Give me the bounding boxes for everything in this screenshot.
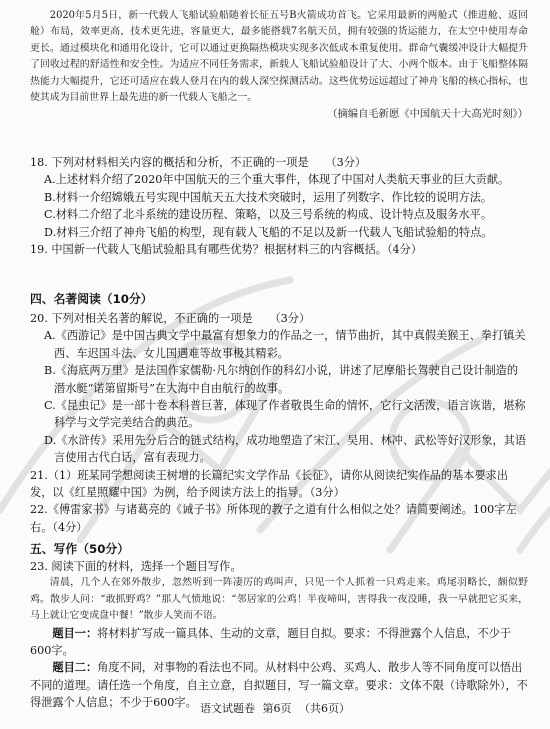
page-footer bbox=[0, 700, 550, 716]
q18-option-c: C.材料二介绍了北斗系统的建设历程、策略，以及三号系统的构成、设计特点及服务水平。 bbox=[44, 208, 493, 222]
footer-subject: 语文试题卷 bbox=[200, 702, 255, 715]
topic-1-label: 题目一： bbox=[52, 625, 98, 640]
q20-option-a: A.《西游记》是中国古典文学中最富有想象力的作品之一，情节曲折，其中真假美猴王、拳打镇关西、车迟国斗法、女儿国遇难等故事极其精彩。 bbox=[44, 329, 526, 360]
q18-option-a: A.上述材料介绍了2020年中国航天的三个重大事件，体现了中国对人类航天事业的巨大贡献。 bbox=[44, 173, 510, 187]
writing-material: 清晨，几个人在郊外散步，忽然听到一阵凄厉的鸡叫声，只见一个人抓着一只鸡走来。鸡尾羽略长，颇似野鸡。散步人问：“敢抓野鸡？”那人气愤地说：“邻居家的公鸡！半夜啼叫，害得我一夜没睡，我一早就把它买来，马上就让它变成盘中餐！”散步人笑而不语。 bbox=[30, 577, 528, 622]
q18-stem: 18. 下列对材料相关内容的概括和分析，不正确的一项是 （3分） bbox=[30, 156, 367, 169]
footer-page: 第6页 bbox=[262, 702, 292, 715]
section-5 bbox=[30, 540, 528, 712]
q18-option-d: D.材料三介绍了神舟飞船的构型，现有载人飞船的不足以及新一代载人飞船试验船的特点。 bbox=[44, 225, 493, 239]
q20-stem: 20. 下列对相关名著的解说，不正确的一项是 （3分） bbox=[30, 312, 311, 325]
passage-paragraph: 2020年5月5日，新一代载人飞船试验船随着长征五号B火箭成功首飞。它采用最新的两舱式（推进舱、返回舱）布局，效率更高，技术更先进，容量更大，最多能搭载7名航天员，拥有较强的货运能力，在太空中使用寿命更长。通过模块化和通用化设计，它可以通过更换隔热模块实现多次低成本重复使用。群命气囊缓冲设计大幅提升了回收过程的舒适性和安全性。为适应不同任务需求，新载人飞船试验船设计了大、小两个版本。由于飞船整体隔热能力大幅提升，它还可适应在载人登月在内的载人深空探测活动。这些优势远远超过了神舟飞船的核心指标，也使其成为目前世界上最先进的新一代载人飞船之一。 bbox=[30, 10, 528, 104]
footer-total: （共6页） bbox=[299, 702, 350, 715]
q20-option-b: B.《海底两万里》是法国作家儒勒·凡尔纳创作的科幻小说，讲述了尼摩船长驾驶自己设计制造的潜水艇“诺第留斯号”在大海中自由航行的故事。 bbox=[44, 364, 519, 395]
question-18 bbox=[30, 154, 528, 241]
q18-option-b: B.材料一介绍嫦娥五号实现中国航天五大技术突破时，运用了列数字、作比较的说明方法。 bbox=[44, 190, 493, 204]
q21: 21.（1）班某同学想阅读王树增的长篇纪实文学作品《长征》，请你从阅读纪实作品的基本要求出发，以《红星照耀中国》为例，给予阅读方法上的指导。（3分） bbox=[30, 468, 508, 500]
q19-stem: 19. 中国新一代载人飞船试验船具有哪些优势？根据材料三的内容概括。（4分） bbox=[30, 243, 423, 256]
section-4 bbox=[30, 290, 528, 536]
passage-source: （摘编自毛新愿《中国航天十大高光时刻》） bbox=[327, 108, 528, 121]
topic-2-text: 角度不同，对事物的看法也不同。从材料中公鸡、买鸡人、散步人等不同角度可以悟出不同的道理。请任选一个角度，自主立意，自拟题目，写一篇文章。要求：文体不限（诗歌除外），不得泄露个人信息；不少于600字。 bbox=[30, 661, 528, 710]
section-5-title: 五、写作（50分） bbox=[30, 542, 129, 556]
question-19 bbox=[30, 241, 528, 258]
q23-stem: 23. 阅读下面的材料，选择一个题目写作。 bbox=[30, 560, 242, 573]
q20-option-d: D.《水浒传》采用先分后合的链式结构，成功地塑造了宋江、吴用、林冲、武松等好汉形象，其语言使用古代白话，富有表现力。 bbox=[44, 433, 527, 465]
q20-option-c: C.《昆虫记》是一部十卷本科普巨著，体现了作者敬畏生命的情怀，它行文活泼，语言诙谐，堪称科学与文学完美结合的典范。 bbox=[44, 399, 526, 430]
topic-2-label: 题目二： bbox=[52, 660, 98, 675]
topic-1-text: 将材料扩写成一篇具体、生动的文章，题目自拟。要求：不得泄露个人信息，不少于600字。 bbox=[30, 626, 512, 658]
section-4-title: 四、名著阅读（10分） bbox=[30, 292, 153, 306]
q22: 22.《傅雷家书》与诸葛亮的《诫子书》所体现的教子之道有什么相似之处？请简要阐述。100字左右。（4分） bbox=[30, 503, 517, 534]
reading-passage bbox=[30, 8, 528, 123]
topic-1 bbox=[30, 625, 528, 660]
